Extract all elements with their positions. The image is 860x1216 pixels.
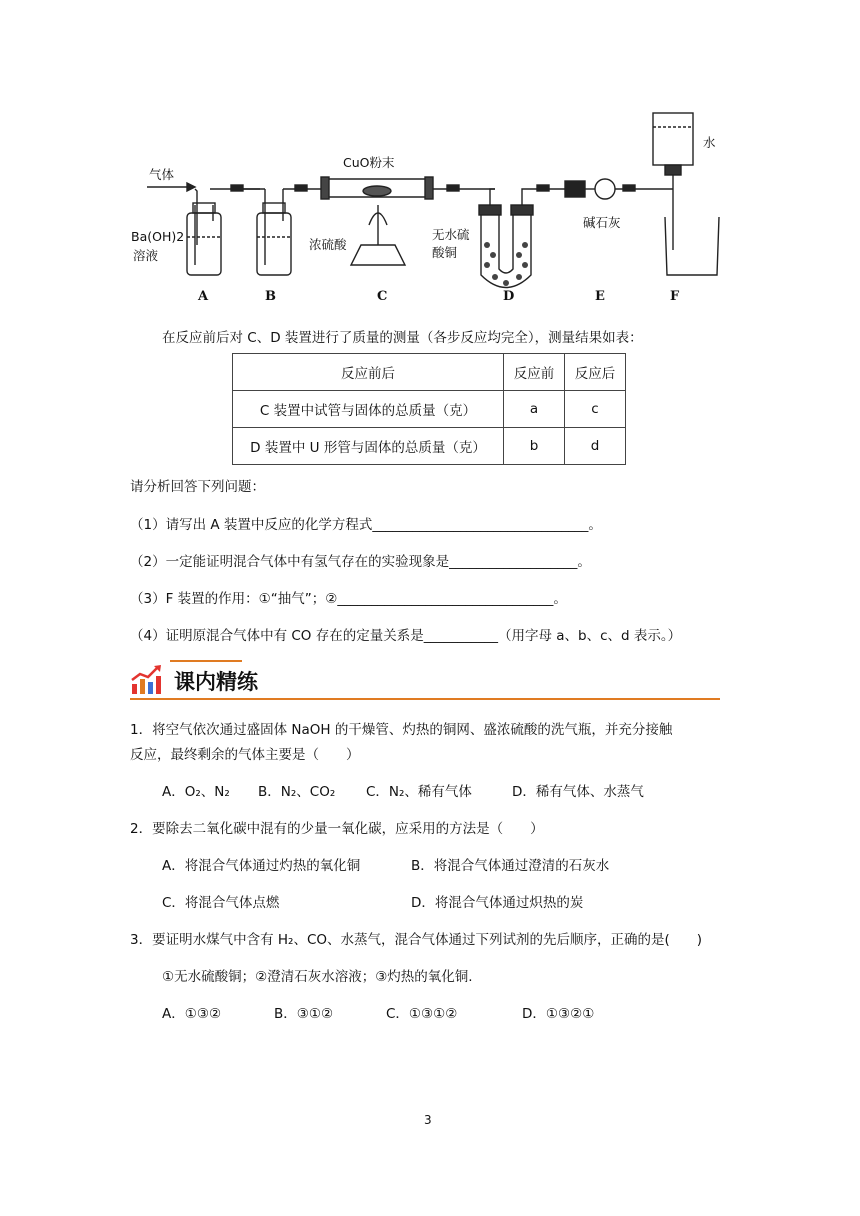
prompt-text: 请分析回答下列问题：: [130, 479, 265, 495]
table-header: 反应前: [504, 354, 565, 391]
exercise-1-option-c: C．N₂、稀有气体: [366, 784, 472, 800]
water-reservoir-f: [653, 113, 693, 165]
exercise-3: 3．要证明水煤气中含有 H₂、CO、水蒸气，混合气体通过下列试剂的先后顺序，正确的是( ): [130, 932, 703, 948]
exercise-3-option-a: A．①③②: [162, 1006, 222, 1022]
apparatus-diagram: [125, 105, 745, 310]
exercise-1-option-d: D．稀有气体、水蒸气: [512, 784, 644, 800]
question-1: （1）请写出 A 装置中反应的化学方程式________________________________。: [130, 517, 602, 533]
table-cell: d: [565, 428, 626, 465]
letter-c: C: [377, 289, 388, 304]
table-row: [233, 428, 626, 465]
label-soda-lime: 碱石灰: [583, 215, 621, 230]
question-2: （2）一定能证明混合气体中有氢气存在的实验现象是___________________。: [130, 554, 591, 570]
label-gas: 气体: [149, 167, 175, 182]
table-cell: D 装置中 U 形管与固体的总质量（克）: [233, 428, 504, 465]
drying-tube-e-connector: [565, 181, 585, 197]
u-tube-d: [481, 215, 531, 288]
exercise-3-option-b: B．③①②: [274, 1006, 334, 1022]
mass-table: [232, 353, 626, 465]
table-cell: a: [504, 391, 565, 428]
exercise-3-option-c: C．①③①②: [386, 1006, 458, 1022]
table-row: [233, 391, 626, 428]
label-baoh2: Ba(OH)2: [131, 229, 185, 244]
label-anhydrous-2: 酸铜: [432, 245, 458, 260]
label-baoh2-solution: 溶液: [133, 248, 159, 263]
exercise-2-option-c: C．将混合气体点燃: [162, 895, 280, 911]
label-cuo-powder: CuO粉末: [343, 155, 395, 170]
exercise-1-option-a: A．O₂、N₂: [162, 784, 230, 800]
exercise-1-line-2: 反应，最终剩余的气体主要是（ ）: [130, 747, 360, 763]
drying-tube-e: [595, 179, 615, 199]
table-cell: C 装置中试管与固体的总质量（克）: [233, 391, 504, 428]
bottle-b-stopper: [263, 203, 285, 213]
u-tube-right-stopper: [511, 205, 533, 215]
section-bottom-line: [130, 698, 720, 700]
question-4: （4）证明原混合气体中有 CO 存在的定量关系是___________（用字母 a、b、c、d 表示。）: [130, 628, 682, 644]
exercise-1-line-1: 1．将空气依次通过盛固体 NaOH 的干燥管、灼热的铜网、盛浓硫酸的洗气瓶，并充分接触: [130, 722, 673, 738]
bottle-b: [257, 213, 291, 275]
bottle-a: [187, 213, 221, 275]
exercise-1-option-b: B．N₂、CO₂: [258, 784, 336, 800]
label-water: 水: [703, 135, 716, 150]
letter-b: B: [265, 289, 276, 304]
letter-e: E: [595, 289, 605, 304]
letter-d: D: [503, 289, 515, 304]
exercise-3-reagents: ①无水硫酸铜；②澄清石灰水溶液；③灼热的氧化铜.: [162, 969, 473, 985]
section-top-line: [170, 660, 242, 662]
exercise-3-option-d: D．①③②①: [522, 1006, 595, 1022]
chart-growth-icon: [130, 664, 162, 696]
table-row: [233, 354, 626, 391]
section-title: 课内精练: [174, 670, 258, 694]
intro-text: 在反应前后对 C、D 装置进行了质量的测量（各步反应均完全），测量结果如表：: [162, 330, 643, 346]
table-header: 反应后: [565, 354, 626, 391]
exercise-2-option-d: D．将混合气体通过炽热的炭: [411, 895, 584, 911]
table-cell: b: [504, 428, 565, 465]
burner-c: [351, 245, 405, 265]
exercise-2-option-b: B．将混合气体通过澄清的石灰水: [411, 858, 610, 874]
letter-f: F: [670, 289, 680, 304]
exercise-2: 2．要除去二氧化碳中混有的少量一氧化碳，应采用的方法是（ ）: [130, 821, 544, 837]
label-conc-sulfuric-acid: 浓硫酸: [309, 237, 347, 252]
table-header: 反应前后: [233, 354, 504, 391]
table-cell: c: [565, 391, 626, 428]
section-header: [130, 660, 720, 702]
page-number: 3: [424, 1113, 432, 1127]
exercise-2-option-a: A．将混合气体通过灼热的氧化铜: [162, 858, 361, 874]
apparatus-drawing: [125, 105, 745, 310]
question-3: （3）F 装置的作用：①“抽气”；②________________________________。: [130, 591, 567, 607]
letter-a: A: [198, 289, 209, 304]
u-tube-left-stopper: [479, 205, 501, 215]
label-anhydrous-1: 无水硫: [432, 227, 470, 242]
